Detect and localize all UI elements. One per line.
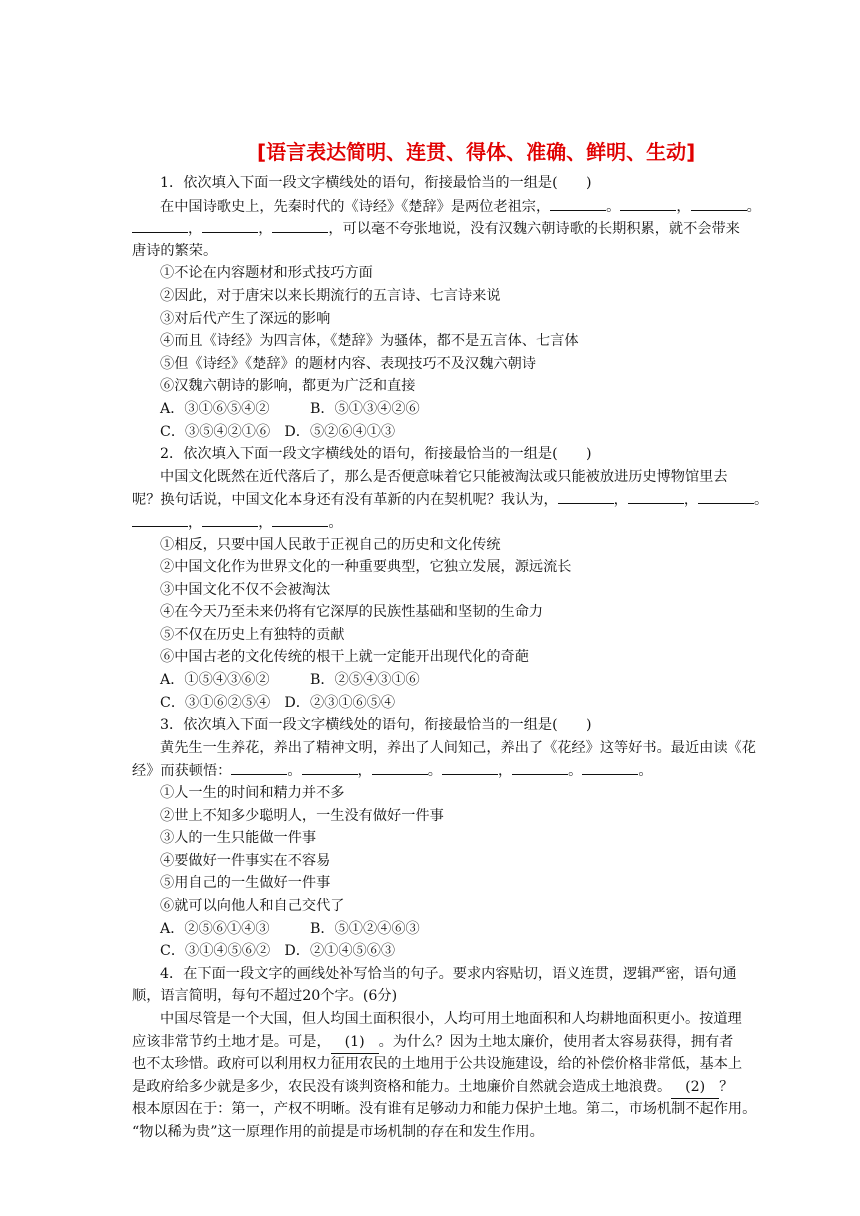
q1-option-d: D．⑤②⑥④①③ xyxy=(284,423,396,440)
q1-option-c: C．③⑤④②①⑥ xyxy=(160,423,271,440)
q2-passage-line-2: 呢？换句话说，中国文化本身还有没有革新的内在契机呢？我认为， ， ， 。 xyxy=(132,488,780,511)
q1-item-1: ①不论在内容题材和形式技巧方面 xyxy=(160,265,373,282)
q1-item-5: ⑤但《诗经》《楚辞》的题材内容、表现技巧不及汉魏六朝诗 xyxy=(160,355,536,372)
q1-option-a: A．③①⑥⑤④② xyxy=(160,400,270,417)
q1-item-2: ②因此，对于唐宋以来长期流行的五言诗、七言诗来说 xyxy=(160,287,501,304)
q3-passage-line-2: 经》而获顿悟： 。 ， 。 ， 。 。 xyxy=(132,759,780,782)
q1-option-b: B．⑤①③④②⑥ xyxy=(310,400,420,417)
q2-item-6: ⑥中国古老的文化传统的根干上就一定能开出现代化的奇葩 xyxy=(160,649,529,666)
q3-passage-line-1: 黄先生一生养花，养出了精神文明，养出了人间知己，养出了《花经》这等好书。最近由读《花 xyxy=(160,739,756,756)
q2-passage-line-3: ， ， 。 xyxy=(132,511,780,534)
q2-option-a: A．①⑤④③⑥② xyxy=(160,672,270,689)
q2-item-4: ④在今天乃至未来仍将有它深厚的民族性基础和坚韧的生命力 xyxy=(160,604,544,621)
q3-item-1: ①人一生的时间和精力并不多 xyxy=(160,785,345,802)
q3-option-c: C．③①④⑤⑥② xyxy=(160,943,271,960)
q3-option-d: D．②①④⑤⑥③ xyxy=(284,943,396,960)
q1-item-3: ③对后代产生了深远的影响 xyxy=(160,310,331,327)
q3-option-b: B．⑤①②④⑥③ xyxy=(310,920,420,937)
q4-passage-line-6: “物以稀为贵”这一原理作用的前提是市场机制的存在和发生作用。 xyxy=(132,1123,544,1140)
q2-item-1: ①相反，只要中国人民敢于正视自己的历史和文化传统 xyxy=(160,536,501,553)
q4-passage-line-5: 根本原因在于：第一，产权不明晰。没有谁有足够动力和能力保护土地。第二，市场机制不起作用。 xyxy=(132,1101,757,1118)
section-title: [语言表达简明、连贯、得体、准确、鲜明、生动] xyxy=(257,140,696,164)
q2-option-d: D．②③①⑥⑤④ xyxy=(284,694,396,711)
q2-options-cd xyxy=(132,692,780,715)
q4-passage-line-3: 也不太珍惜。政府可以利用权力征用农民的土地用于公共设施建设，给的补偿价格非常低，基本上 xyxy=(132,1056,743,1073)
q1-options-cd xyxy=(132,421,780,444)
q3-item-4: ④要做好一件事实在不容易 xyxy=(160,852,331,869)
q3-item-3: ③人的一生只能做一件事 xyxy=(160,830,317,847)
q2-item-2: ②中国文化作为世界文化的一种重要典型，它独立发展，源远流长 xyxy=(160,559,572,576)
q3-stem: 3．依次填入下面一段文字横线处的语句，衔接最恰当的一组是( ) xyxy=(160,717,592,734)
q3-item-6: ⑥就可以向他人和自己交代了 xyxy=(160,898,345,914)
q2-passage-line-1: 中国文化既然在近代落后了，那么是否便意味着它只能被淘汰或只能被放进历史博物馆里去 xyxy=(160,468,728,485)
q3-options-cd xyxy=(132,940,780,963)
q3-options-ab xyxy=(132,918,780,941)
q3-option-a: A．②⑤⑥①④③ xyxy=(160,920,270,937)
document-body xyxy=(132,172,780,1144)
q4-stem-line-2: 顺，语言简明，每句不超过20个字。(6分) xyxy=(132,988,398,1005)
q4-passage-line-1: 中国尽管是一个大国，但人均国土面积很小，人均可用土地面积和人均耕地面积更小。按道理 xyxy=(160,1010,742,1027)
q1-passage-line-3: 唐诗的繁荣。 xyxy=(132,242,218,259)
q2-item-5: ⑤不仅在历史上有独特的贡献 xyxy=(160,626,345,643)
q4-blank-2: (2) xyxy=(671,1076,719,1100)
q2-options-ab xyxy=(132,669,780,692)
q2-option-b: B．②⑤④③①⑥ xyxy=(310,672,420,689)
q2-option-c: C．③①⑥②⑤④ xyxy=(160,694,271,711)
q1-stem: 1．依次填入下面一段文字横线处的语句，衔接最恰当的一组是( ) xyxy=(160,175,592,191)
q3-item-5: ⑤用自己的一生做好一件事 xyxy=(160,875,331,892)
q4-passage-line-4: 是政府给多少就是多少，农民没有谈判资格和能力。土地廉价自然就会造成土地浪费。 (2) ？ xyxy=(132,1076,780,1099)
q2-item-3: ③中国文化不仅不会被淘汰 xyxy=(160,581,331,598)
q1-item-4: ④而且《诗经》为四言体，《楚辞》为骚体，都不是五言体、七言体 xyxy=(160,333,579,350)
q4-passage-line-2: 应该非常节约土地才是。可是， (1) 。为什么？因为土地太廉价，使用者太容易获得，拥有者 xyxy=(132,1031,780,1054)
q1-item-6: ⑥汉魏六朝诗的影响，都更为广泛和直接 xyxy=(160,378,416,395)
q1-passage-line-1: 在中国诗歌史上，先秦时代的《诗经》《楚辞》是两位老祖宗， 。 ， 。 xyxy=(132,195,780,218)
q2-stem: 2．依次填入下面一段文字横线处的语句，衔接最恰当的一组是( ) xyxy=(160,446,592,463)
q4-blank-1: (1) xyxy=(331,1031,379,1055)
q1-passage-line-2: ， ， ，可以毫不夸张地说，没有汉魏六朝诗歌的长期积累，就不会带来 xyxy=(132,217,780,240)
q4-stem-line-1: 4．在下面一段文字的画线处补写恰当的句子。要求内容贴切，语义连贯，逻辑严密，语句通 xyxy=(160,965,737,982)
q1-options-ab xyxy=(132,398,780,421)
q3-item-2: ②世上不知多少聪明人，一生没有做好一件事 xyxy=(160,807,444,824)
